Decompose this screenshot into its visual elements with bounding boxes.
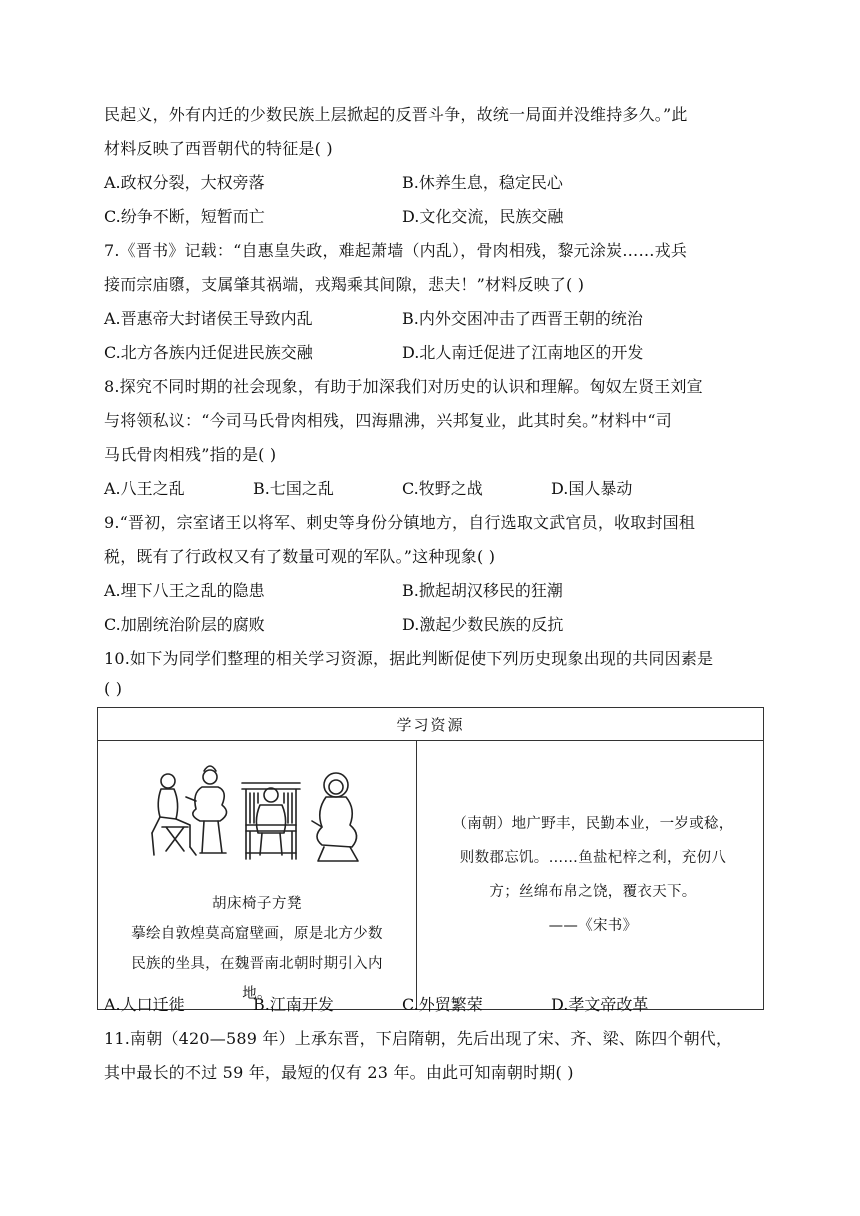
q10-option-d[interactable]: D.孝文帝改革: [551, 995, 649, 1014]
q7-line-1: 7.《晋书》记载：“自惠皇失政，难起萧墙（内乱），骨肉相残，黎元涂炭……戎兵: [104, 241, 688, 260]
table-header: 学习资源: [98, 708, 764, 741]
quote-cell: [417, 741, 764, 1010]
image-caption: 胡床椅子方凳: [212, 896, 302, 912]
quote-line-2: 则数郡忘饥。……鱼盐杞梓之利，充仞八: [459, 850, 727, 866]
q6-option-b[interactable]: B.休养生息，稳定民心: [402, 173, 563, 192]
q8-line-1: 8.探究不同时期的社会现象，有助于加深我们对历史的认识和理解。匈奴左贤王刘宣: [104, 377, 703, 396]
q9-option-a[interactable]: A.埋下八王之乱的隐患: [104, 581, 265, 600]
q10-line-2: ( ): [104, 679, 123, 698]
q9-option-b[interactable]: B.掀起胡汉移民的狂潮: [402, 581, 563, 600]
quote-source: ——《宋书》: [548, 918, 638, 934]
q8-option-a[interactable]: A.八王之乱: [104, 479, 185, 498]
q10-option-a[interactable]: A.人口迁徙: [104, 995, 185, 1014]
q11-line-2: 其中最长的不过 59 年，最短的仅有 23 年。由此可知南朝时期( ): [104, 1063, 574, 1082]
q9-option-d[interactable]: D.激起少数民族的反抗: [402, 615, 564, 634]
q9-line-2: 税，既有了行政权又有了数量可观的军队。”这种现象( ): [104, 547, 496, 566]
q8-line-3: 马氏骨肉相残”指的是( ): [104, 445, 277, 464]
q8-option-c[interactable]: C.牧野之战: [402, 479, 483, 498]
image-desc-line-2: 民族的坐具，在魏晋南北朝时期引入内: [131, 956, 383, 972]
hu-chair-stool-illustration: [146, 763, 368, 875]
q9-option-c[interactable]: C.加剧统治阶层的腐败: [104, 615, 265, 634]
q7-line-2: 接而宗庙隳，支属肇其祸端，戎羯乘其间隙，悲夫！”材料反映了( ): [104, 275, 585, 294]
q7-option-a[interactable]: A.晋惠帝大封诸侯王导致内乱: [104, 309, 313, 328]
q10-option-c[interactable]: C.外贸繁荣: [402, 995, 483, 1014]
q8-option-d[interactable]: D.国人暴动: [551, 479, 633, 498]
q6-option-c[interactable]: C.纷争不断，短暂而亡: [104, 207, 265, 226]
q6-option-d[interactable]: D.文化交流，民族交融: [402, 207, 564, 226]
q6-line-2: 材料反映了西晋朝代的特征是( ): [104, 139, 333, 158]
quote-line-3: 方；丝绵布帛之饶，覆衣天下。: [489, 884, 697, 900]
q7-option-d[interactable]: D.北人南迁促进了江南地区的开发: [402, 343, 644, 362]
q11-line-1: 11.南朝（420—589 年）上承东晋，下启隋朝，先后出现了宋、齐、梁、陈四个朝代，: [104, 1029, 733, 1048]
q6-option-a[interactable]: A.政权分裂，大权旁落: [104, 173, 265, 192]
q7-option-c[interactable]: C.北方各族内迁促进民族交融: [104, 343, 313, 362]
q8-line-2: 与将领私议：“今司马氏骨肉相残，四海鼎沸，兴邦复业，此其时矣。”材料中“司: [104, 411, 672, 430]
q10-line-1: 10.如下为同学们整理的相关学习资源，据此判断促使下列历史现象出现的共同因素是: [104, 649, 714, 668]
image-desc-line-1: 摹绘自敦煌莫高窟壁画，原是北方少数: [131, 926, 383, 942]
image-desc-line-3: 地。: [242, 986, 272, 1002]
q10-option-b[interactable]: B.江南开发: [253, 995, 334, 1014]
quote-line-1: （南朝）地广野丰，民勤本业，一岁或稔，: [452, 816, 734, 832]
q6-line-1: 民起义，外有内迁的少数民族上层掀起的反晋斗争，故统一局面并没维持多久。”此: [104, 105, 688, 124]
learning-resources-table: [97, 707, 764, 1010]
q7-option-b[interactable]: B.内外交困冲击了西晋王朝的统治: [402, 309, 643, 328]
q9-line-1: 9.“晋初，宗室诸王以将军、刺史等身份分镇地方，自行选取文武官员，收取封国租: [104, 513, 696, 532]
q8-option-b[interactable]: B.七国之乱: [253, 479, 334, 498]
image-cell: [98, 741, 417, 1010]
